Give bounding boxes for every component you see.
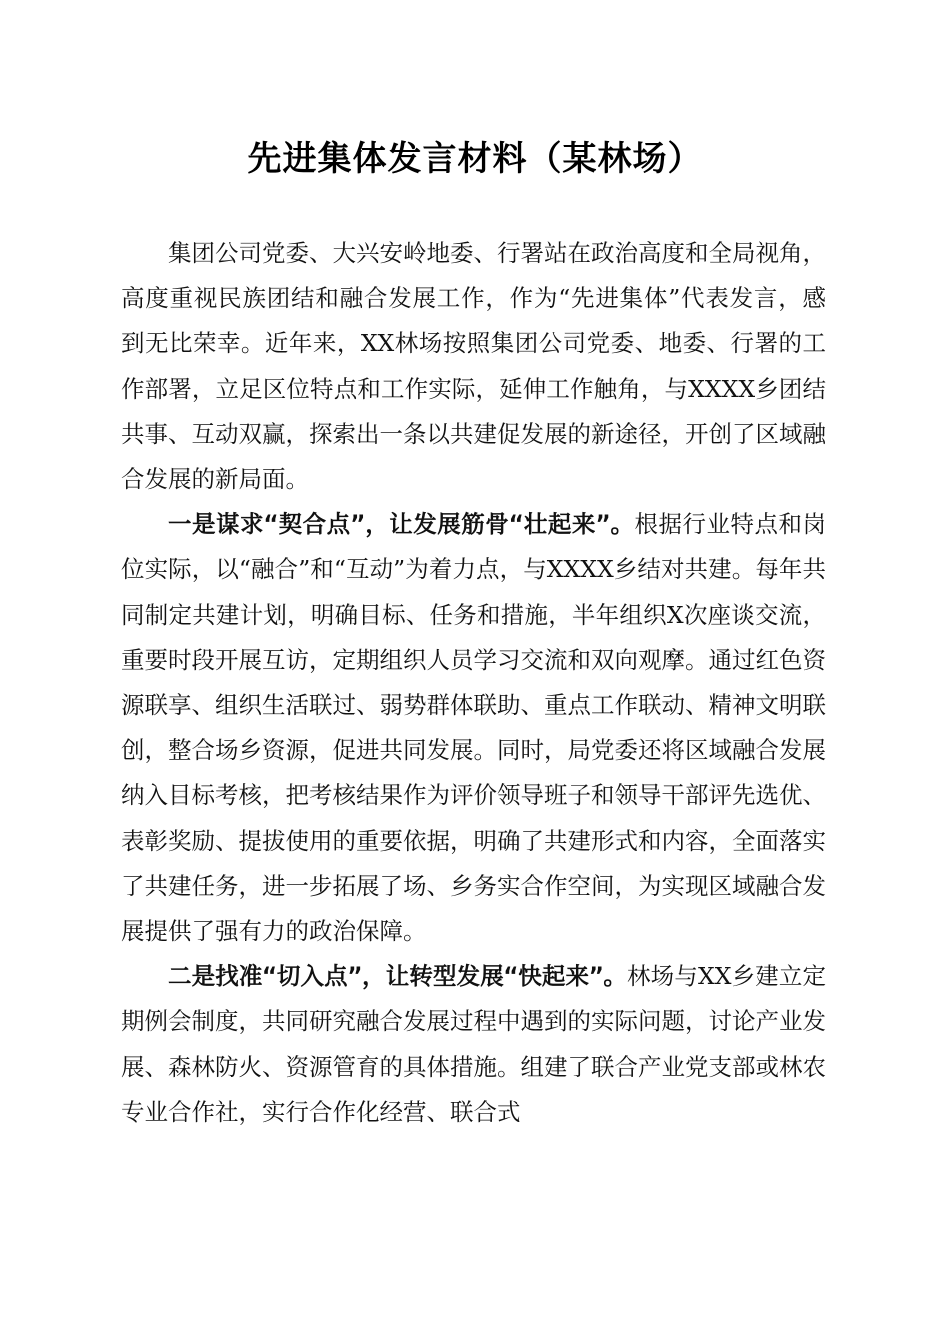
paragraph-text: 根据行业特点和岗位实际，以“融合”和“互动”为着力点，与XXXX乡结对共建。每年共同制定共建计划，明确目标、任务和措施，半年组织X次座谈交流，重要时段开展互访，定期组织人员学习交流和双向观摩。通过红色资源联享、组织生活联过、弱势群体联助、重点工作联动、精神文明联创，整合场乡资源，促进共同发展。同时，局党委还将区域融合发展纳入目标考核，把考核结果作为评价领导班子和领导干部评先选优、表彰奖励、提拔使用的重要依据，明确了共建形式和内容，全面落实了共建任务，进一步拓展了场、乡务实合作空间，为实现区域融合发展提供了强有力的政治保障。	[121, 510, 827, 946]
paragraph-intro	[121, 231, 826, 502]
paragraph-point-one	[121, 502, 826, 954]
paragraph-lead: 一是谋求“契合点”，让发展筋骨“壮起来”。	[168, 510, 635, 539]
paragraph-lead: 二是找准“切入点”，让转型发展“快起来”。	[168, 962, 628, 991]
document-title: 先进集体发言材料（某林场）	[247, 139, 703, 179]
paragraph-text: 集团公司党委、大兴安岭地委、行署站在政治高度和全局视角，高度重视民族团结和融合发展工作，作为“先进集体”代表发言，感到无比荣幸。近年来，XX林场按照集团公司党委、地委、行署的工作部署，立足区位特点和工作实际，延伸工作触角，与XXXX乡团结共事、互动双赢，探索出一条以共建促发展的新途径，开创了区域融合发展的新局面。	[121, 239, 826, 494]
document-body	[121, 231, 826, 1135]
paragraph-text: 林场与XX乡建立定期例会制度，共同研究融合发展过程中遇到的实际问题，讨论产业发展、森林防火、资源管育的具体措施。组建了联合产业党支部或林农专业合作社，实行合作化经营、联合式	[121, 962, 826, 1126]
paragraph-point-two	[121, 954, 826, 1135]
